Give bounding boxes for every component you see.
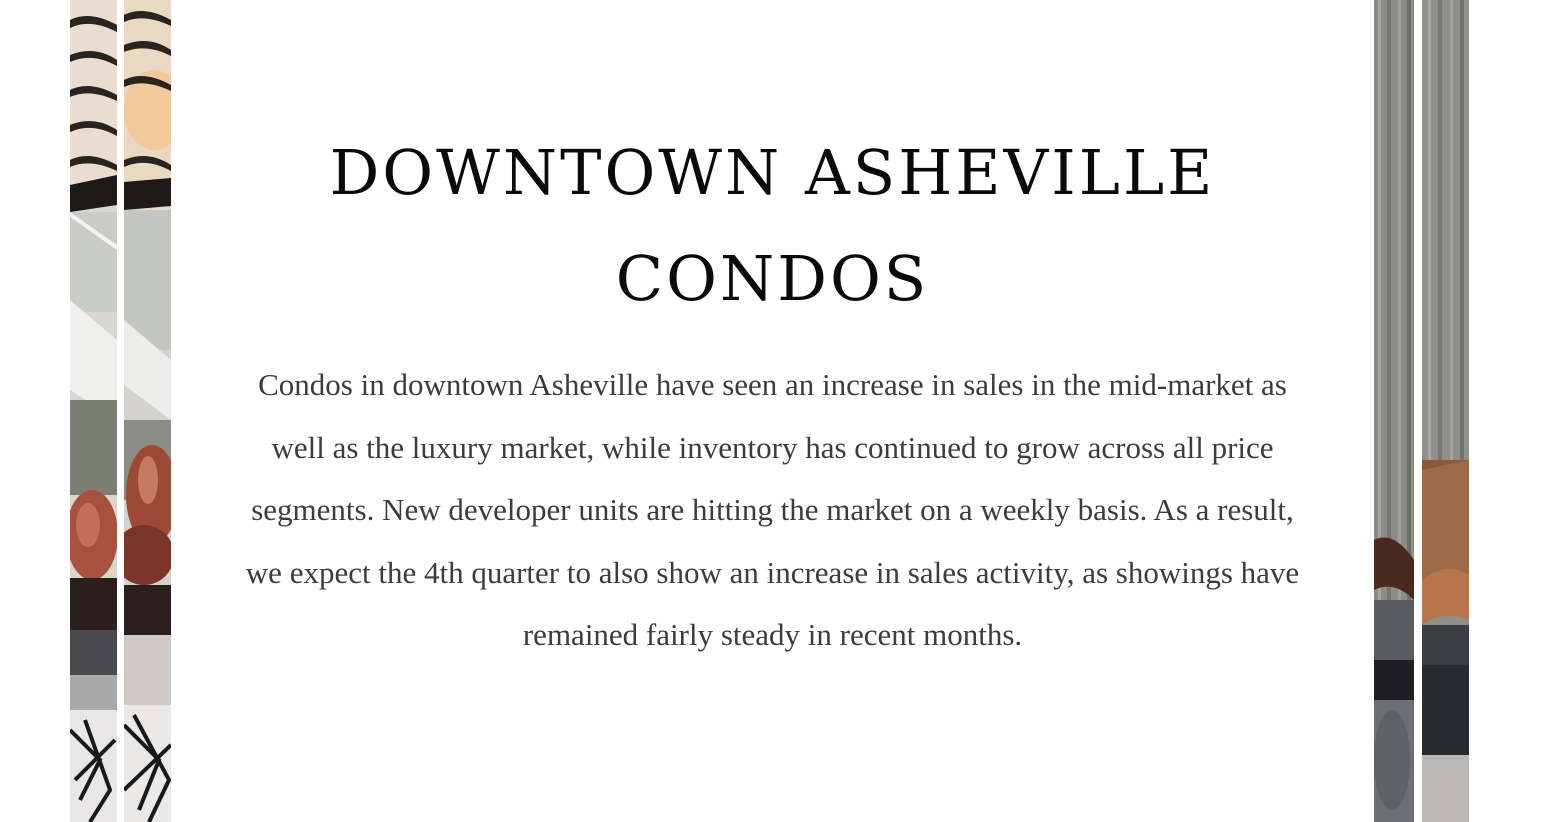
interior-photo-strip-left-1 (70, 0, 117, 822)
page-title: DOWNTOWN ASHEVILLE CONDOS (329, 136, 1216, 315)
interior-photo-strip-left-2 (124, 0, 171, 822)
content-section (200, 120, 1345, 667)
interior-photo-strip-right-2 (1422, 0, 1469, 822)
interior-photo-strip-right-1 (1374, 0, 1414, 822)
section-description: Condos in downtown Asheville have seen an increase in sales in the mid-market as well as the luxury market, while inventory has continued to grow across all price segments. New developer units are hitting the market on a weekly basis. As a result, we expect the 4th quarter to also show an increase in sales activity, as showings have remained fairly steady in recent months. (245, 367, 1300, 652)
